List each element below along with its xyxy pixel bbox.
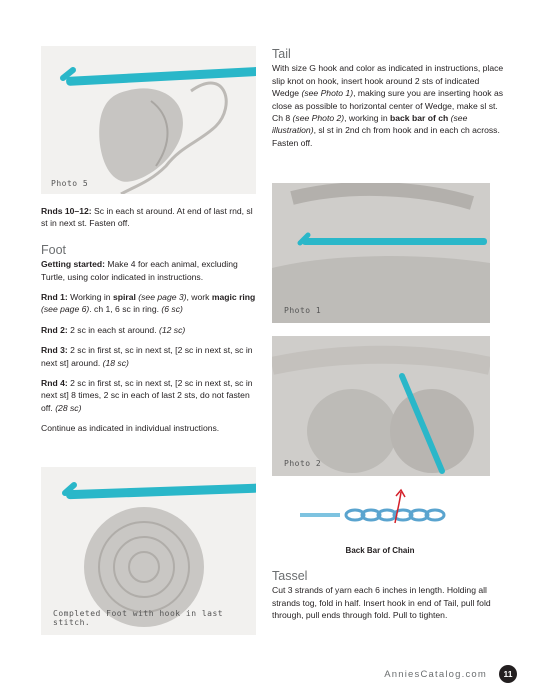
tail-back-bar: back bar of ch xyxy=(390,113,449,124)
rnd-1-label: Rnd 1: xyxy=(41,292,68,303)
rnd-3-text: 2 sc in first st, sc in next st, [2 sc in next st, sc in next st] around. xyxy=(41,345,253,368)
photo-2-image xyxy=(272,336,490,476)
rnd-2-count: (12 sc) xyxy=(158,324,186,335)
rnds-10-12-label: Rnds 10–12: xyxy=(41,206,92,216)
left-column xyxy=(41,205,259,443)
tassel-heading: Tassel xyxy=(272,569,308,583)
photo-1 xyxy=(272,183,490,323)
foot-continue: Continue as indicated in individual instructions. xyxy=(41,423,220,434)
rnd-1-text-b: , work xyxy=(186,292,212,303)
rnd-3-count: (18 sc) xyxy=(102,357,129,368)
tail-text-c: , working in xyxy=(344,113,390,124)
tail-text-d: , sl st in 2nd ch from hook and in each ch across. Fasten off. xyxy=(272,125,500,148)
tail-text-a: With size G hook and color as indicated in instructions, place slip knot on hook, insert hook around 2 sts of indicated Wedge xyxy=(272,63,504,99)
rnd-4-label: Rnd 4: xyxy=(41,378,68,389)
page-number: 11 xyxy=(499,665,517,683)
foot-getting-started xyxy=(41,258,259,283)
rnd-1-ref-a: (see page 3) xyxy=(135,292,187,303)
getting-started-label: Getting started: xyxy=(41,259,105,270)
rnd-3-label: Rnd 3: xyxy=(41,345,68,356)
rnd-1-magic: magic ring xyxy=(211,292,256,303)
page-footer xyxy=(384,665,517,683)
photo-foot xyxy=(41,467,256,635)
photo-2 xyxy=(272,336,490,476)
rnd-2-label: Rnd 2: xyxy=(41,324,68,335)
rnd-1-spiral: spiral xyxy=(112,292,136,303)
rnd-1-text-a: Working in xyxy=(67,292,113,303)
photo-5 xyxy=(41,46,256,194)
tail-heading: Tail xyxy=(272,47,291,61)
rnd-4-count: (28 sc) xyxy=(55,402,82,413)
photo-1-image xyxy=(272,183,490,323)
foot-rnd-2 xyxy=(41,324,259,336)
foot-heading: Foot xyxy=(41,242,67,257)
rnd-2-text: 2 sc in each st around. xyxy=(67,324,159,335)
photo-2-caption: Photo 2 xyxy=(284,459,322,468)
photo-foot-caption: Completed Foot with hook in last stitch. xyxy=(53,609,224,627)
photo-1-caption: Photo 1 xyxy=(284,306,322,315)
tail-section xyxy=(272,48,504,157)
tail-ref-illustration: (see illustration) xyxy=(272,113,468,136)
foot-rnd-4 xyxy=(41,377,259,414)
rnds-10-12 xyxy=(41,205,259,230)
rnd-1-count: (6 sc) xyxy=(161,304,183,315)
photo-5-caption: Photo 5 xyxy=(51,179,89,188)
tail-text xyxy=(272,62,504,149)
rnd-1-ref-b: (see page 6) xyxy=(41,304,90,315)
foot-rnd-3 xyxy=(41,344,259,369)
photo-5-image xyxy=(41,46,256,194)
rnd-4-text: 2 sc in first st, sc in next st, [2 sc in next st, sc in next st] 8 times, 2 sc in each of last 2 sts, do not fasten off. xyxy=(41,378,253,413)
tail-ref-photo-1: (see Photo 1) xyxy=(301,88,354,99)
getting-started-text: Make 4 for each animal, excluding Turtle, using color indicated in instructions. xyxy=(41,259,238,282)
tassel-section xyxy=(272,570,504,630)
tassel-text: Cut 3 strands of yarn each 6 inches in length. Holding all strands tog, fold in half. Insert hook in end of Tail, pull fold through, pull ends through fold. Pull to tighten. xyxy=(272,585,491,621)
diagram-caption: Back Bar of Chain xyxy=(345,546,415,555)
rnds-10-12-text: Sc in each st around. At end of last rnd, sl st in next st. Fasten off. xyxy=(41,206,253,229)
footer-site: AnniesCatalog.com xyxy=(384,668,487,680)
tail-ref-photo-2: (see Photo 2) xyxy=(292,113,345,124)
back-bar-diagram xyxy=(295,488,475,538)
foot-rnd-1 xyxy=(41,291,259,316)
tail-text-b: , making sure you are inserting hook as close as possible to horizontal center of Wedge, make sl st. Ch 8 xyxy=(272,88,504,124)
rnd-1-text-c: . ch 1, 6 sc in ring. xyxy=(89,304,162,315)
